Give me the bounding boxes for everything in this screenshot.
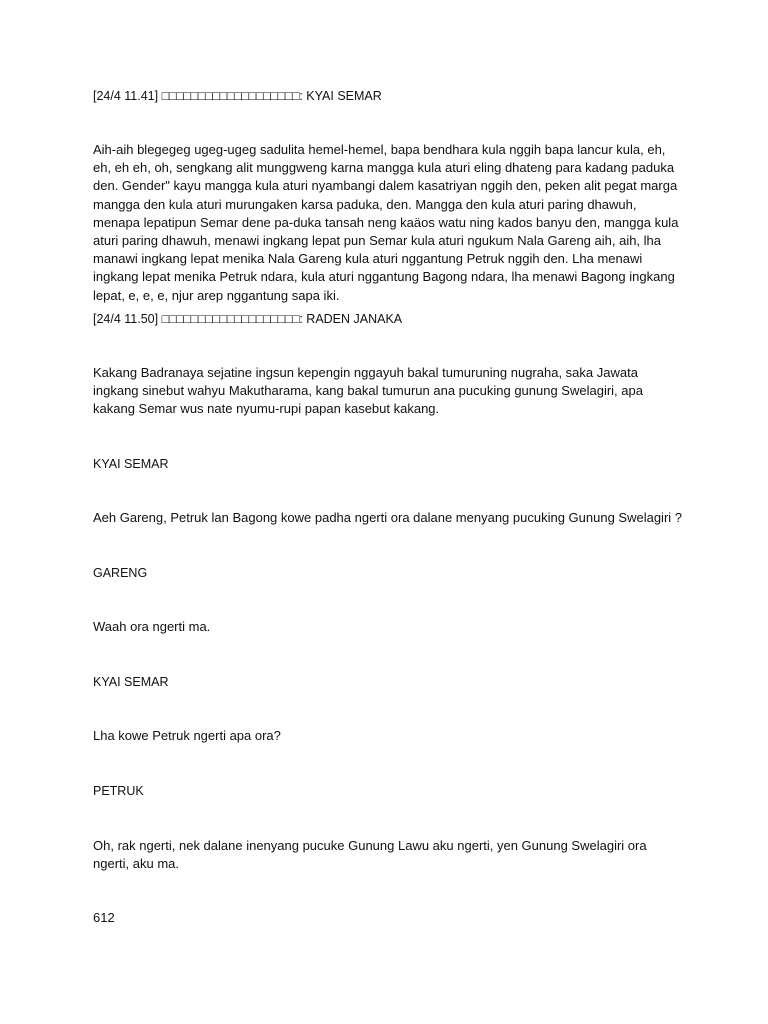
chat-header-timestamp: [24/4 11.50] <box>93 312 162 326</box>
chat-header-raden-janaka <box>93 310 683 328</box>
dialogue-line-gareng: Waah ora ngerti ma. <box>93 619 211 634</box>
speaker-label-kyai-semar: KYAI SEMAR <box>93 457 169 471</box>
chat-header-timestamp: [24/4 11.41] <box>93 89 162 103</box>
speaker-label-kyai-semar-2: KYAI SEMAR <box>93 675 169 689</box>
chat-header-speaker: : KYAI SEMAR <box>299 89 382 103</box>
paragraph-janaka-speech: Kakang Badranaya sejatine ingsun kepengin nggayuh bakal tumuruning nugraha, saka Jawata ingkang sinebut wahyu Makutharama, kang bakal tumurun ana pucuking gunung Swelagiri, apa kakang Semar wus nate nyumu-rupi papan kasebut kakang. <box>93 365 643 417</box>
chat-header-kyai-semar <box>93 87 683 105</box>
chat-header-speaker: : RADEN JANAKA <box>299 312 403 326</box>
page-number: 612 <box>93 910 115 925</box>
speaker-label-petruk: PETRUK <box>93 784 144 798</box>
speaker-label-gareng: GARENG <box>93 566 148 580</box>
chat-header-obscured-name: □□□□□□□□□□□□□□□□□□□ <box>161 89 300 103</box>
dialogue-line-semar: Aeh Gareng, Petruk lan Bagong kowe padha ngerti ora dalane menyang pucuking Gunung Swelagiri ? <box>93 510 683 525</box>
dialogue-line-semar-2: Lha kowe Petruk ngerti apa ora? <box>93 728 281 743</box>
chat-header-obscured-name: □□□□□□□□□□□□□□□□□□□ <box>161 312 300 326</box>
dialogue-line-petruk: Oh, rak ngerti, nek dalane inenyang pucuke Gunung Lawu aku ngerti, yen Gunung Swelagiri ora ngerti, aku ma. <box>93 838 647 872</box>
paragraph-semar-speech: Aih-aih blegegeg ugeg-ugeg sadulita hemel-hemel, bapa bendhara kula nggih bapa lancur kula, eh, eh, eh eh, oh, sengkang alit munggweng karna mangga kula aturi eling dhateng para kadang paduka den. Gender" kayu mangga kula aturi nyambangi dalem kasatriyan nggih den, peken alit pegat marga mangga den kula aturi murungaken karsa paduka, den. Mangga den kula aturi paring dhawuh, menapa lepatipun Semar dene pa-duka tansah neng kaäos watu ning kados banyu den, mangga kula aturi paring dhawuh, menawi ingkang lepat pun Semar kula aturi ngukum Nala Gareng aih, aih, lha manawi ingkang lepat menika Nala Gareng kula aturi nggantung Petruk nggih den. Lha menawi ingkang lepat menika Petruk ndara, kula aturi nggantung Bagong ndara, lha menawi Bagong ingkang lepat, e, e, e, njur arep nggantung sapa iki. <box>93 142 679 303</box>
